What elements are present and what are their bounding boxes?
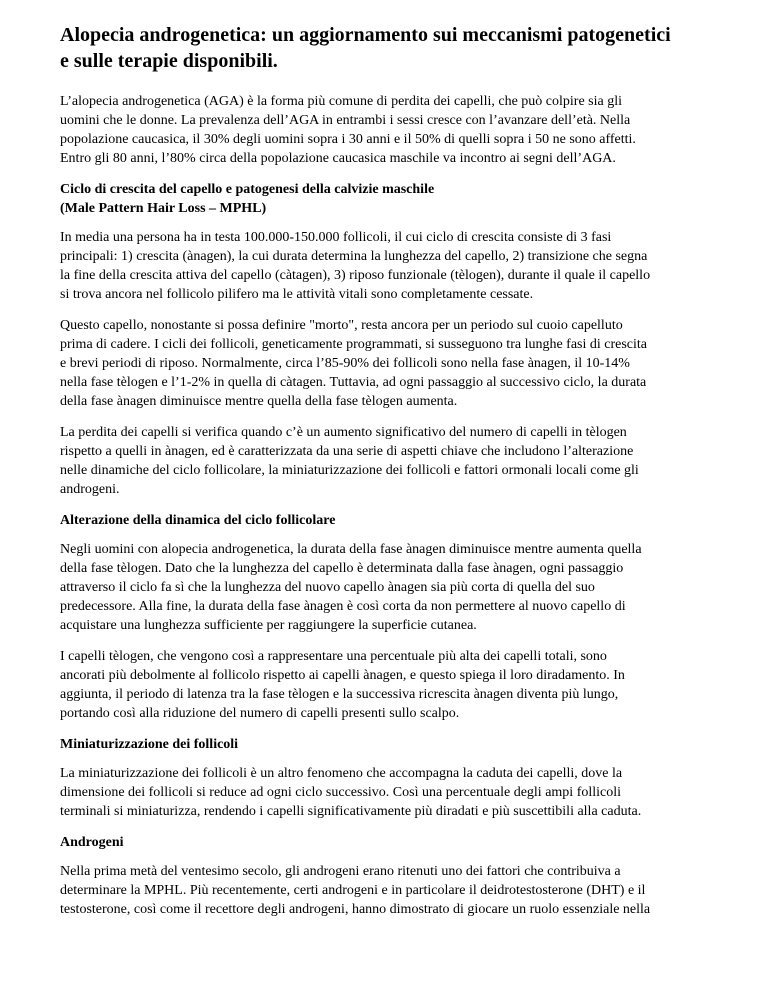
body-paragraph: [60, 316, 713, 411]
text-line: androgeni.: [60, 482, 120, 497]
text-line: principali: 1) crescita (ànagen), la cui durata determina la lunghezza del capello, 2) transizione che segna: [60, 249, 648, 264]
text-line: dimensione dei follicoli si reduce ad ogni ciclo successivo. Così una percentuale degli ampi follicoli: [60, 785, 622, 800]
text-line: acquistare una lunghezza sufficiente per raggiungere la superficie cutanea.: [60, 618, 477, 633]
text-line: Entro gli 80 anni, l’80% circa della popolazione caucasica maschile va incontro ai segni dell’AGA.: [60, 151, 616, 166]
text-line: e brevi periodi di riposo. Normalmente, circa l’85-90% dei follicoli sono nella fase ànagen, il 10-14%: [60, 356, 630, 371]
section-heading-hair-cycle: [60, 180, 713, 218]
text-line: ancorati più debolmente al follicolo rispetto ai capelli ànagen, e questo spiega il loro diradamento. In: [60, 668, 625, 683]
text-line: nella fase tèlogen e l’1-2% in quella di càtagen. Tuttavia, ad ogni passaggio al successivo ciclo, la durata: [60, 375, 647, 390]
body-paragraph: [60, 647, 713, 723]
title-line: e sulle terapie disponibili.: [60, 50, 278, 72]
title-line: Alopecia androgenetica: un aggiornamento sui meccanismi patogenetici: [60, 24, 671, 46]
body-paragraph: [60, 423, 713, 499]
section-heading-miniaturization: [60, 735, 713, 754]
document-title: [60, 22, 713, 74]
text-line: I capelli tèlogen, che vengono così a rappresentare una percentuale più alta dei capelli totali, sono: [60, 649, 607, 664]
text-line: popolazione caucasica, il 30% degli uomini sopra i 30 anni e il 50% di quelli sopra i 50 ne sono affetti.: [60, 132, 636, 147]
text-line: testosterone, così come il recettore degli androgeni, hanno dimostrato di giocare un ruolo essenziale nella: [60, 902, 651, 917]
text-line: (Male Pattern Hair Loss – MPHL): [60, 201, 267, 216]
body-paragraph: [60, 862, 713, 919]
text-line: Negli uomini con alopecia androgenetica, la durata della fase ànagen diminuisce mentre aumenta quella: [60, 542, 642, 557]
text-line: La perdita dei capelli si verifica quando c’è un aumento significativo del numero di capelli in tèlogen: [60, 425, 627, 440]
text-line: si trova ancora nel follicolo pilifero ma le attività vitali sono completamente cessate.: [60, 287, 534, 302]
text-line: terminali si miniaturizza, rendendo i capelli significativamente più diradati e più suscettibili alla caduta.: [60, 804, 642, 819]
section-heading-androgens: [60, 833, 713, 852]
section-heading-cycle-dynamics: [60, 511, 713, 530]
text-line: rispetto a quelli in ànagen, ed è caratterizzata da una serie di aspetti chiave che includono l’alterazione: [60, 444, 634, 459]
text-line: determinare la MPHL. Più recentemente, certi androgeni e in particolare il deidrotestosterone (DHT) e il: [60, 883, 646, 898]
body-paragraph: [60, 764, 713, 821]
text-line: Alterazione della dinamica del ciclo follicolare: [60, 513, 336, 528]
text-line: In media una persona ha in testa 100.000-150.000 follicoli, il cui ciclo di crescita consiste di 3 fasi: [60, 230, 612, 245]
text-line: della fase tèlogen. Dato che la lunghezza del capello è determinata dalla fase ànagen, ogni passaggio: [60, 561, 624, 576]
text-line: L’alopecia androgenetica (AGA) è la forma più comune di perdita dei capelli, che può colpire sia gli: [60, 94, 622, 109]
text-line: portando così alla riduzione del numero di capelli presenti sullo scalpo.: [60, 706, 460, 721]
intro-paragraph: [60, 92, 713, 168]
text-line: Miniaturizzazione dei follicoli: [60, 737, 239, 752]
text-line: nelle dinamiche del ciclo follicolare, la miniaturizzazione dei follicoli e fattori ormonali locali come gli: [60, 463, 639, 478]
text-line: aggiunta, il periodo di latenza tra la fase tèlogen e la successiva ricrescita ànagen diventa più lungo,: [60, 687, 619, 702]
text-line: attraverso il ciclo fa sì che la lunghezza del nuovo capello ànagen sia più corta di quella del suo: [60, 580, 595, 595]
text-line: Nella prima metà del ventesimo secolo, gli androgeni erano ritenuti uno dei fattori che contribuiva a: [60, 864, 621, 879]
text-line: Androgeni: [60, 835, 124, 850]
text-line: La miniaturizzazione dei follicoli è un altro fenomeno che accompagna la caduta dei capelli, dove la: [60, 766, 623, 781]
text-line: prima di cadere. I cicli dei follicoli, geneticamente programmati, si susseguono tra lunghe fasi di crescita: [60, 337, 648, 352]
text-line: la fine della crescita attiva del capello (càtagen), 3) riposo funzionale (tèlogen), durante il quale il capello: [60, 268, 651, 283]
text-line: uomini che le donne. La prevalenza dell’AGA in entrambi i sessi cresce con l’avanzare dell’età. Nella: [60, 113, 631, 128]
text-line: Questo capello, nonostante si possa definire "morto", resta ancora per un periodo sul cuoio capelluto: [60, 318, 623, 333]
text-line: Ciclo di crescita del capello e patogenesi della calvizie maschile: [60, 182, 435, 197]
text-line: della fase ànagen diminuisce mentre quella della fase tèlogen aumenta.: [60, 394, 458, 409]
body-paragraph: [60, 540, 713, 635]
text-line: predecessore. Alla fine, la durata della fase ànagen è così corta da non permettere al nuovo capello di: [60, 599, 626, 614]
body-paragraph: [60, 228, 713, 304]
